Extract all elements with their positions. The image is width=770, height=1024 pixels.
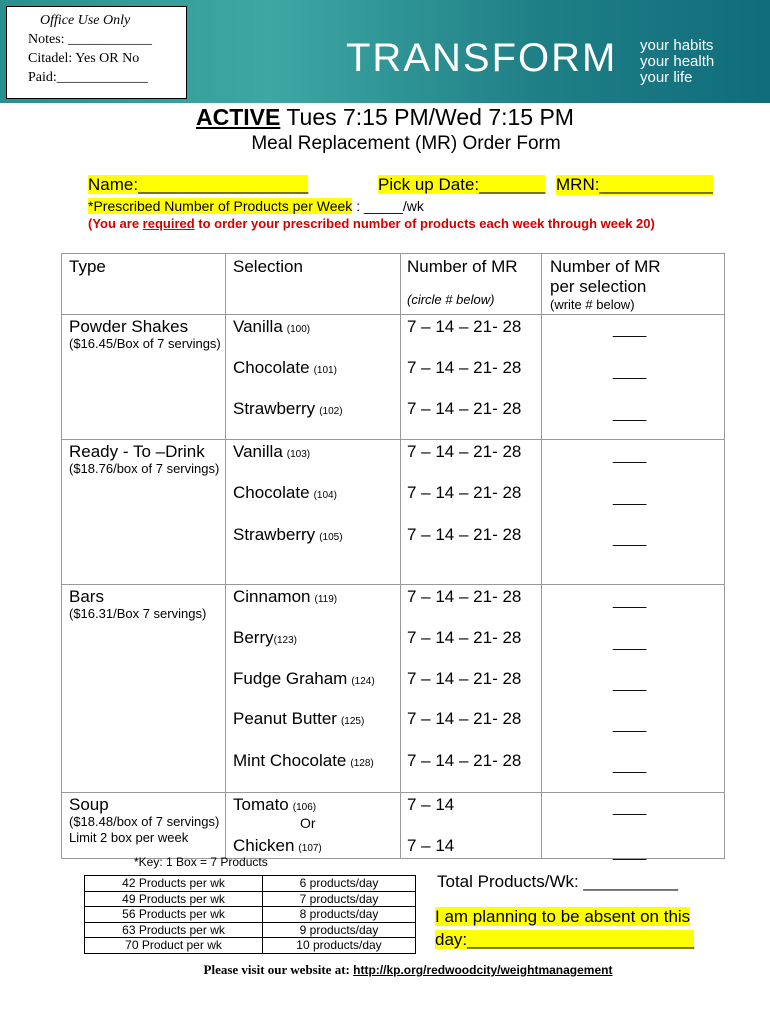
- schedule-label: Tues 7:15 PM/Wed 7:15 PM: [280, 104, 574, 130]
- flavor-name: Chicken: [233, 836, 295, 855]
- product-code: (106): [292, 802, 317, 813]
- quantity-input[interactable]: ____: [613, 530, 647, 547]
- header-circle-note: (circle # below): [407, 292, 495, 307]
- pickup-date: Date:_______: [438, 175, 546, 194]
- header-type: Type: [69, 257, 106, 276]
- prescribed-field[interactable]: : _____/wk: [352, 198, 424, 214]
- header-number-per-selection: per selection: [550, 277, 647, 296]
- brand-tagline: [640, 38, 714, 86]
- required-notice: [88, 216, 655, 231]
- absent-line: day:________________________: [435, 930, 695, 949]
- product-code: (125): [340, 716, 365, 727]
- conversion-daily: 6 products/day: [263, 876, 416, 892]
- brand-logo: TRANSFORM: [346, 36, 618, 80]
- office-use-box: [6, 6, 187, 99]
- conversion-weekly: 63 Products per wk: [85, 922, 263, 938]
- product-code: (100): [286, 324, 311, 335]
- quantity-options[interactable]: 7 – 14 – 21- 28: [407, 483, 522, 502]
- pickup-date-field[interactable]: [378, 175, 545, 195]
- flavor-name: Strawberry: [233, 525, 316, 544]
- flavor-selection: [233, 442, 310, 462]
- conversion-weekly: 49 Products per wk: [85, 891, 263, 907]
- office-use-title: Office Use Only: [40, 13, 131, 28]
- flavor-selection: [233, 709, 364, 729]
- quantity-options[interactable]: 7 – 14 – 21- 28: [407, 628, 522, 647]
- quantity-options[interactable]: 7 – 14 – 21- 28: [407, 587, 522, 606]
- name-field[interactable]: Name:__________________: [88, 175, 309, 194]
- quantity-options[interactable]: 7 – 14 – 21- 28: [407, 442, 522, 461]
- quantity-options[interactable]: 7 – 14 – 21- 28: [407, 358, 522, 377]
- conversion-row: [85, 907, 416, 923]
- key-label: *Key: 1 Box = 7 Products: [134, 855, 268, 869]
- column-divider: [400, 254, 401, 858]
- required-prefix: (You are: [88, 216, 143, 231]
- conversion-row: [85, 922, 416, 938]
- header-number-mr: Number of MR: [407, 257, 518, 276]
- row-divider: [62, 792, 724, 793]
- form-subtitle: Meal Replacement (MR) Order Form: [251, 133, 561, 154]
- conversion-weekly: 70 Product per wk: [85, 938, 263, 954]
- quantity-input[interactable]: ____: [613, 675, 647, 692]
- customer-info-row: [88, 175, 713, 195]
- flavor-selection: [233, 317, 310, 337]
- product-price: ($18.48/box of 7 servings): [69, 814, 220, 829]
- quantity-input[interactable]: ____: [613, 716, 647, 733]
- office-citadel-field[interactable]: Citadel: Yes OR No: [28, 51, 140, 66]
- column-divider: [225, 254, 226, 858]
- order-table: [61, 253, 725, 859]
- conversion-daily: 10 products/day: [263, 938, 416, 954]
- flavor-name: Vanilla: [233, 442, 283, 461]
- conversion-daily: 9 products/day: [263, 922, 416, 938]
- quantity-input[interactable]: ____: [613, 321, 647, 338]
- product-code: (101): [313, 365, 337, 376]
- conversion-row: [85, 891, 416, 907]
- prescribed-row: [88, 198, 424, 214]
- tagline-line: your life: [640, 69, 693, 86]
- flavor-selection: [233, 587, 337, 607]
- product-limit-note: Limit 2 box per week: [69, 830, 189, 845]
- absent-line: I am planning to be absent on this: [435, 907, 691, 926]
- quantity-options[interactable]: 7 – 14 – 21- 28: [407, 709, 522, 728]
- header-number-per-selection: Number of MR: [550, 257, 661, 276]
- flavor-selection: [233, 399, 343, 419]
- active-label: ACTIVE: [196, 104, 281, 130]
- conversion-daily: 8 products/day: [263, 907, 416, 923]
- flavor-name: Cinnamon: [233, 587, 311, 606]
- required-word: required: [142, 216, 195, 231]
- conversion-row: [85, 938, 416, 954]
- conversion-daily: 7 products/day: [263, 891, 416, 907]
- flavor-name: Tomato: [233, 795, 289, 814]
- product-code: (119): [314, 594, 338, 605]
- flavor-name: Peanut Butter: [233, 709, 337, 728]
- flavor-name: Vanilla: [233, 317, 283, 336]
- office-paid-field[interactable]: Paid:_____________: [28, 70, 148, 85]
- quantity-input[interactable]: ____: [613, 592, 647, 609]
- product-type: Powder Shakes: [69, 317, 189, 336]
- product-code: (124): [351, 676, 375, 687]
- quantity-input[interactable]: ____: [613, 447, 647, 464]
- footer-text: [0, 962, 770, 978]
- quantity-input[interactable]: ____: [613, 799, 647, 816]
- flavor-name: Strawberry: [233, 399, 316, 418]
- row-divider: [62, 314, 724, 315]
- product-code: (103): [286, 449, 311, 460]
- product-code: (128): [350, 758, 374, 769]
- quantity-input[interactable]: ____: [613, 363, 647, 380]
- product-type: Soup: [69, 795, 109, 814]
- or-label: Or: [300, 815, 316, 831]
- conversion-weekly: 42 Products per wk: [85, 876, 263, 892]
- prescribed-label: *Prescribed Number of Products per Week: [88, 198, 353, 214]
- product-price: ($16.45/Box of 7 servings): [69, 336, 221, 351]
- quantity-input[interactable]: ____: [613, 757, 647, 774]
- product-code: (107): [298, 843, 322, 854]
- office-notes-field[interactable]: Notes: ____________: [28, 32, 153, 47]
- pickup-label: Pick up: [378, 175, 439, 194]
- row-divider: [62, 584, 724, 585]
- conversion-table: [84, 875, 416, 954]
- flavor-name: Berry: [233, 628, 274, 647]
- absent-notice[interactable]: [435, 905, 710, 951]
- tagline-line: your habits: [640, 37, 714, 54]
- flavor-selection: [233, 628, 297, 648]
- flavor-selection: [233, 483, 337, 503]
- product-type: Bars: [69, 587, 104, 606]
- flavor-selection: [233, 669, 375, 689]
- row-divider: [62, 439, 724, 440]
- conversion-weekly: 56 Products per wk: [85, 907, 263, 923]
- flavor-selection: [233, 358, 337, 378]
- flavor-name: Chocolate: [233, 483, 310, 502]
- header-selection: Selection: [233, 257, 303, 276]
- quantity-options[interactable]: 7 – 14 – 21- 28: [407, 399, 522, 418]
- quantity-input[interactable]: ____: [613, 634, 647, 651]
- total-products-field[interactable]: Total Products/Wk: __________: [437, 872, 678, 891]
- flavor-name: Chocolate: [233, 358, 310, 377]
- quantity-options[interactable]: 7 – 14 – 21- 28: [407, 317, 522, 336]
- quantity-input[interactable]: ____: [613, 844, 647, 861]
- flavor-name: Mint Chocolate: [233, 751, 347, 770]
- quantity-options[interactable]: 7 – 14: [407, 795, 455, 814]
- header-write-note: (write # below): [550, 297, 635, 312]
- quantity-options[interactable]: 7 – 14: [407, 836, 455, 855]
- quantity-options[interactable]: 7 – 14 – 21- 28: [407, 669, 522, 688]
- page-title: [0, 104, 770, 131]
- website-link[interactable]: http://kp.org/redwoodcity/weightmanagement: [353, 963, 613, 977]
- conversion-row: [85, 876, 416, 892]
- product-code: (105): [319, 532, 343, 543]
- flavor-selection: [233, 795, 316, 815]
- footer-label: Please visit our website at:: [203, 962, 354, 977]
- flavor-selection: [233, 751, 374, 771]
- flavor-selection: [233, 836, 322, 856]
- product-code: (123): [273, 635, 297, 646]
- quantity-options[interactable]: 7 – 14 – 21- 28: [407, 751, 522, 770]
- required-suffix: to order your prescribed number of products each week through week 20): [194, 216, 655, 231]
- column-divider: [541, 254, 542, 858]
- quantity-input[interactable]: ____: [613, 489, 647, 506]
- product-code: (104): [313, 490, 337, 501]
- tagline-line: your health: [640, 53, 715, 70]
- flavor-selection: [233, 525, 343, 545]
- product-price: ($18.76/box of 7 servings): [69, 461, 220, 476]
- product-code: (102): [319, 406, 343, 417]
- quantity-options[interactable]: 7 – 14 – 21- 28: [407, 525, 522, 544]
- quantity-input[interactable]: ____: [613, 405, 647, 422]
- product-type: Ready - To –Drink: [69, 442, 205, 461]
- product-price: ($16.31/Box 7 servings): [69, 606, 207, 621]
- flavor-name: Fudge Graham: [233, 669, 348, 688]
- mrn-field[interactable]: MRN:____________: [556, 175, 713, 194]
